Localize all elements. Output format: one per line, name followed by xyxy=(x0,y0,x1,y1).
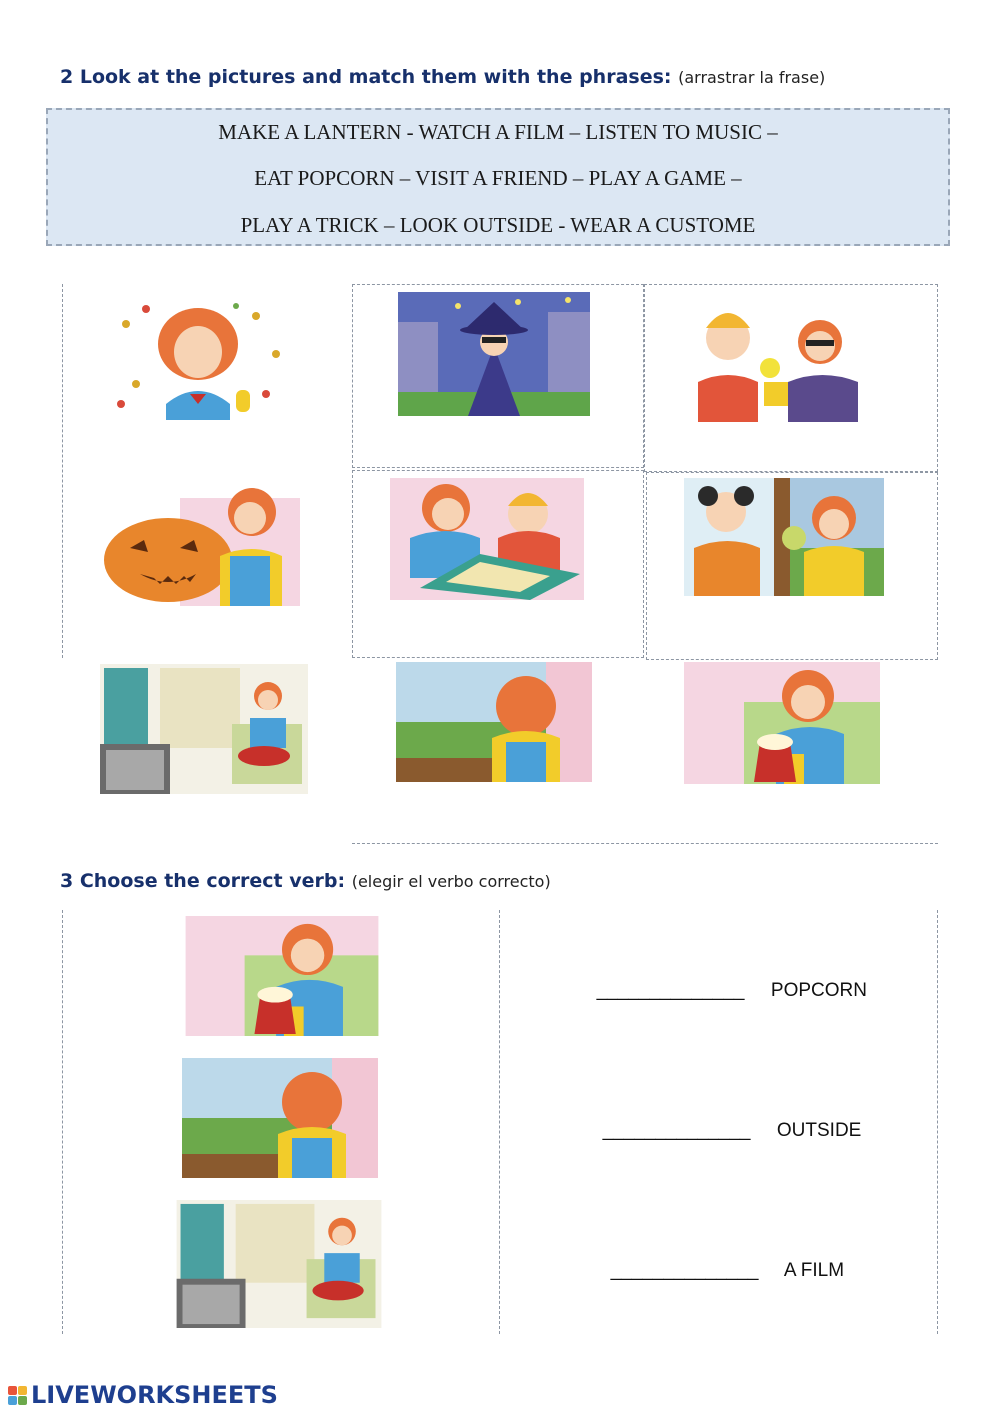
liveworksheets-logo-icon xyxy=(8,1386,27,1405)
word-bank xyxy=(46,108,950,246)
picture-listen-to-music xyxy=(106,294,292,420)
drop-zone-bottom-left[interactable] xyxy=(352,838,644,844)
picture-eat-popcorn xyxy=(684,662,880,784)
verb-picture-outside xyxy=(180,1058,380,1178)
picture-wear-a-costume xyxy=(398,292,590,416)
picture-play-a-trick xyxy=(688,298,870,422)
section-2-heading xyxy=(60,66,825,88)
verb-row-film xyxy=(600,1238,844,1282)
verb-blank-input[interactable]: ______________ xyxy=(610,1260,759,1281)
section-2-title: 2 Look at the pictures and match them with the phrases: xyxy=(60,66,672,88)
word-bank-line-2: EAT POPCORN – VISIT A FRIEND – PLAY A GAME – xyxy=(254,166,742,190)
section-2-subtitle: (arrastrar la frase) xyxy=(678,68,826,87)
verb-word: A FILM xyxy=(783,1260,845,1281)
verb-blank-input[interactable]: ______________ xyxy=(602,1120,751,1141)
section-3-heading xyxy=(60,870,551,892)
picture-watch-a-film xyxy=(100,664,308,794)
liveworksheets-logo[interactable] xyxy=(8,1380,278,1410)
verb-row-popcorn xyxy=(586,958,867,1002)
verb-picture-film xyxy=(176,1200,382,1328)
word-bank-line-3: PLAY A TRICK – LOOK OUTSIDE - WEAR A CUSTOME xyxy=(240,213,756,237)
picture-make-a-lantern xyxy=(100,478,300,606)
verb-blank-input[interactable]: ______________ xyxy=(596,980,745,1001)
verb-row-outside xyxy=(592,1098,861,1142)
verb-word: POPCORN xyxy=(770,980,867,1001)
verb-picture-popcorn xyxy=(184,916,380,1036)
brand-name: LIVEWORKSHEETS xyxy=(31,1381,278,1409)
verb-word: OUTSIDE xyxy=(776,1120,862,1141)
picture-visit-a-friend xyxy=(684,478,884,596)
section-3-subtitle: (elegir el verbo correcto) xyxy=(351,872,551,891)
picture-play-a-game xyxy=(390,478,584,600)
drop-zone-bottom-right[interactable] xyxy=(646,838,938,844)
section-3-title: 3 Choose the correct verb: xyxy=(60,870,346,892)
word-bank-line-1: MAKE A LANTERN - WATCH A FILM – LISTEN TO MUSIC – xyxy=(218,120,778,144)
picture-look-outside xyxy=(396,662,592,782)
